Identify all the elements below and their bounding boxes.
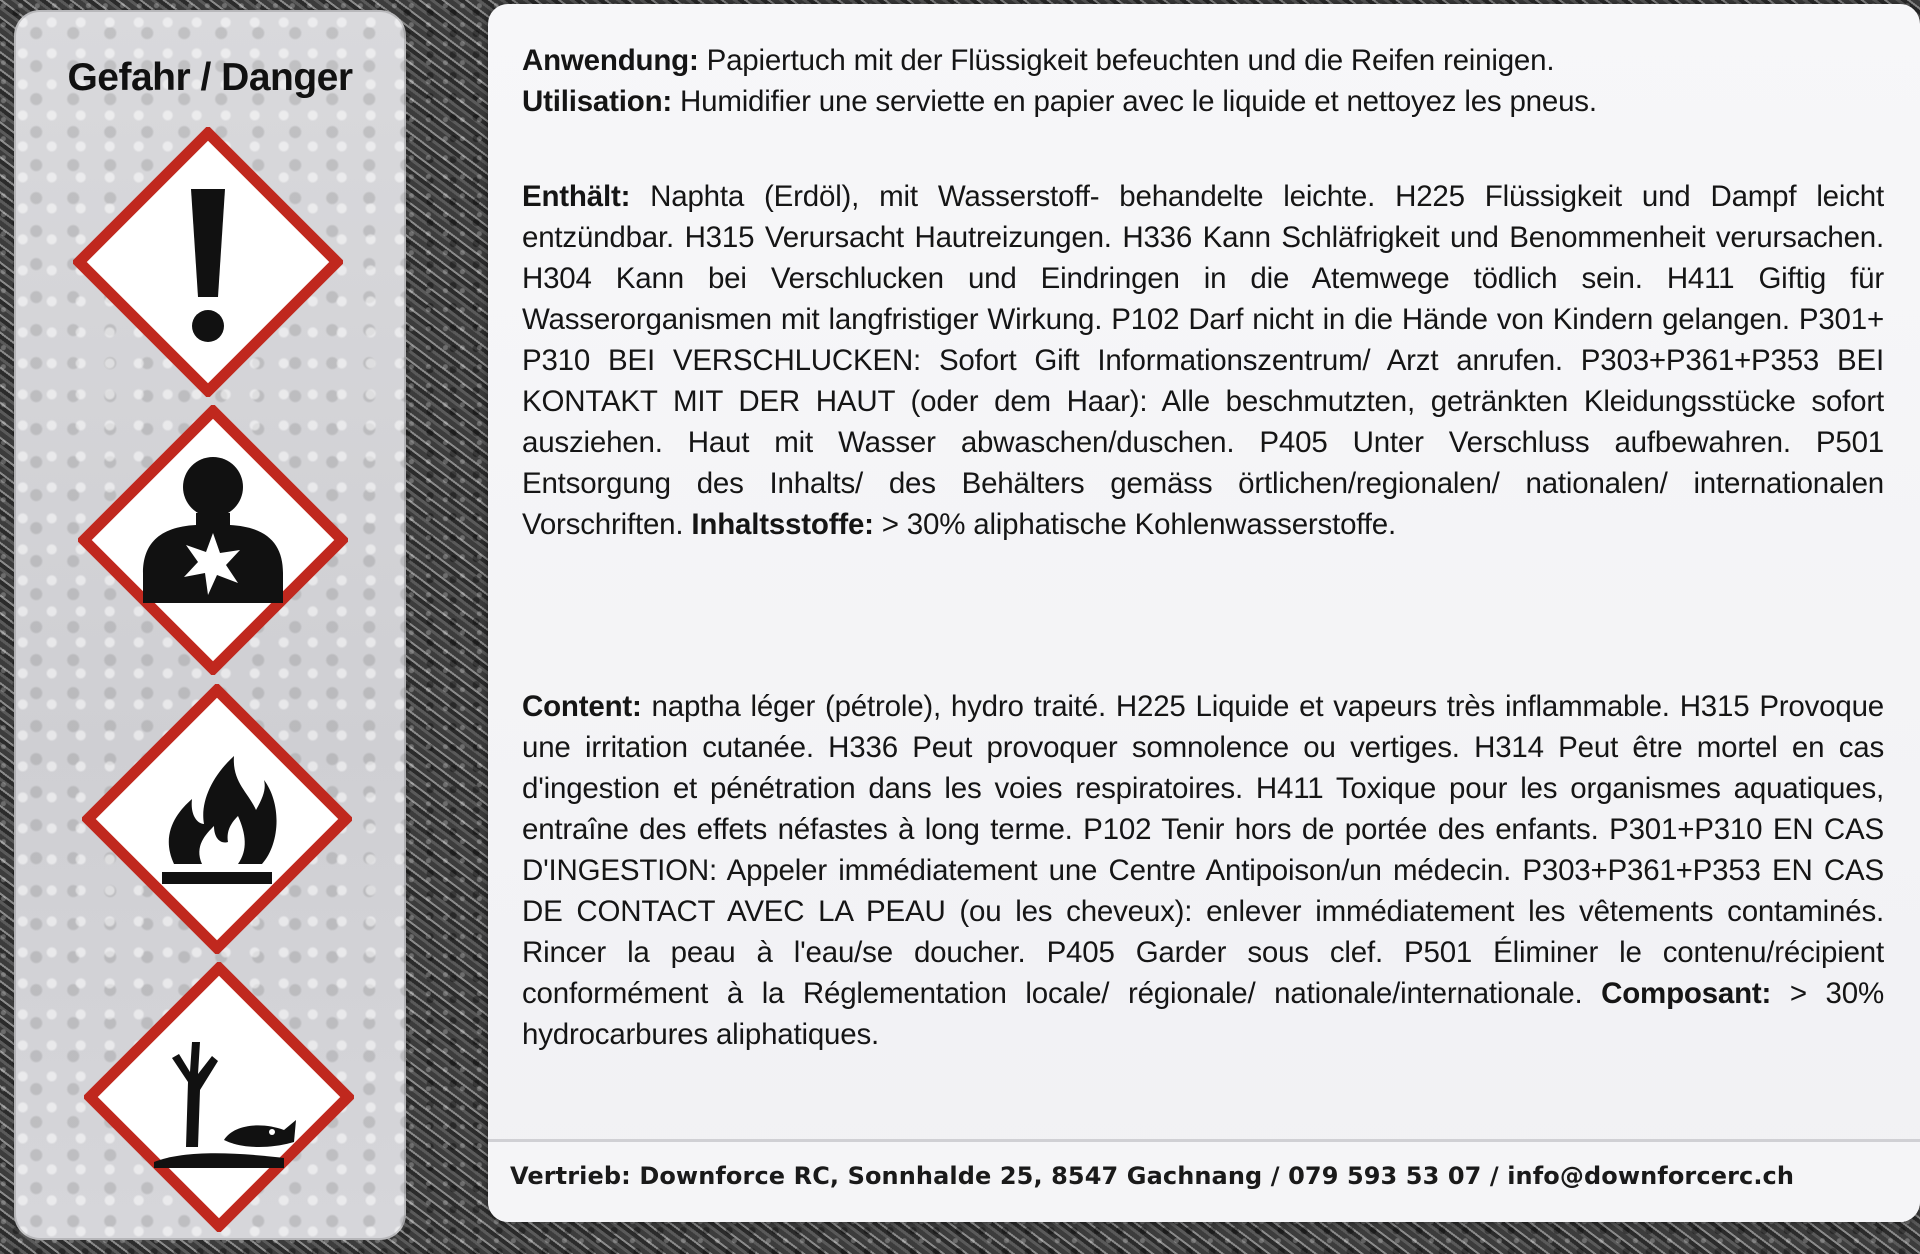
- hazard-panel: [14, 10, 406, 1240]
- distributor-info: Vertrieb: Downforce RC, Sonnhalde 25, 8547 Gachnang / 079 593 53 07 / info@downforcerc.ch: [510, 1162, 1795, 1190]
- french-hazard-text: [522, 686, 1884, 1055]
- german-ingredients-text: > 30% aliphatische Kohlenwasserstoffe.: [873, 508, 1396, 541]
- usage-fr-label: Utilisation:: [522, 85, 673, 118]
- german-body: Naphta (Erdöl), mit Wasserstoff- behandelte leichte. H225 Flüssigkeit und Dampf leicht entzündbar. H315 Verursacht Hautreizungen. H336 Kann Schläfrigkeit und Benommenheit verursachen. H304 Kann bei Verschlucken und Eindringen in die Atemwege tödlich sein. H411 Giftig für Wasserorganismen mit langfristiger Wirkung. P102 Darf nicht in die Hände von Kindern gelangen. P301+ P310 BEI VERSCHLUCKEN: Sofort Gift Informationszentrum/ Arzt anrufen. P303+P361+P353 BEI KONTAKT MIT DER HAUT (oder dem Haar): Alle beschmutzten, getränkten Kleidungsstücke sofort ausziehen. Haut mit Wasser abwaschen/duschen. P405 Unter Verschluss aufbewahren. P501 Entsorgung des Inhalts/ des Behälters gemäss örtlichen/regionalen/ nationalen/ internationalen Vorschriften.: [522, 180, 1884, 541]
- usage-fr-text: Humidifier une serviette en papier avec le liquide et nettoyez les pneus.: [672, 85, 1597, 118]
- usage-section: [522, 40, 1884, 122]
- french-ingredients-label: Composant:: [1601, 977, 1772, 1010]
- signal-word: Gefahr / Danger: [67, 56, 353, 99]
- french-contains-label: Content:: [522, 690, 642, 723]
- french-body: naptha léger (pétrole), hydro traité. H225 Liquide et vapeurs très inflammable. H315 Provoque une irritation cutanée. H336 Peut provoquer somnolence ou vertiges. H314 Peut être mortel en cas d'ingestion et pénétration dans les voies respiratoires. H411 Toxique pour les organismes aquatiques, entraîne des effets néfastes à long terme. P102 Tenir hors de portée des enfants. P301+P310 EN CAS D'INGESTION: Appeler immédiatement une Centre Antipoison/un médecin. P303+P361+P353 EN CAS DE CONTACT AVEC LA PEAU (ou les cheveux): enlever immédiatement les vêtements contaminés. Rincer la peau à l'eau/se doucher. P405 Garder sous clef. P501 Éliminer le contenu/récipient conformément à la Réglementation locale/ régionale/ nationale/internationale.: [522, 690, 1884, 1010]
- german-contains-label: Enthält:: [522, 180, 631, 213]
- environment-icon: [84, 962, 354, 1232]
- german-ingredients-label: Inhaltsstoffe:: [691, 508, 874, 541]
- usage-de-label: Anwendung:: [522, 44, 699, 77]
- flame-icon: [82, 684, 352, 954]
- health-hazard-icon: [78, 405, 348, 675]
- french-ingredients-text: > 30% hydrocarbures aliphatiques.: [522, 977, 1884, 1051]
- german-hazard-text: [522, 176, 1884, 545]
- distributor-footer: [488, 1139, 1920, 1222]
- usage-de: [522, 40, 1884, 81]
- usage-de-text: Papiertuch mit der Flüssigkeit befeuchten und die Reifen reinigen.: [698, 44, 1555, 77]
- exclamation-mark-icon: [73, 127, 343, 397]
- usage-fr: [522, 81, 1884, 122]
- instructions-panel: [488, 4, 1920, 1222]
